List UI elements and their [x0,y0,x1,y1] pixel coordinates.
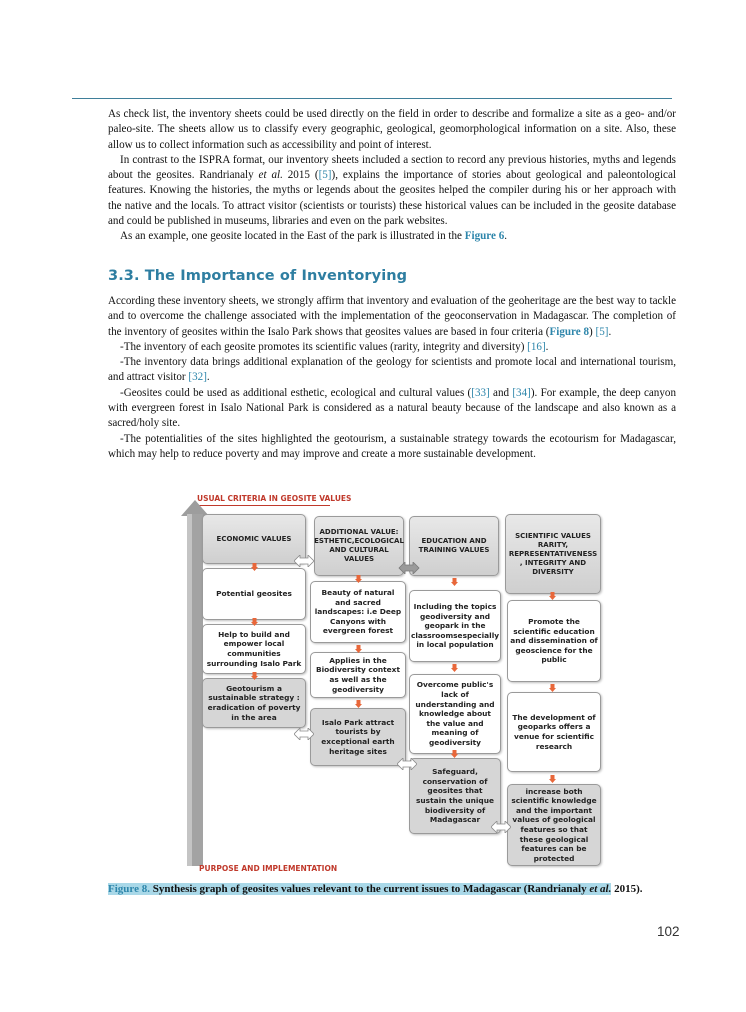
ref-link[interactable]: [16] [527,340,546,353]
double-arrow-icon [397,758,417,770]
down-arrow-icon [451,664,458,672]
paragraph-4: According these inventory sheets, we strongly affirm that inventory and evaluation of the geoheritage are the best way to tackle and to overcome the challenge associated with the implementation of the geoconservation in Madagascar. The completion of the inventory of geosites within the Isalo Park shows that geosites values are based in four criteria (Figure 8) [5]. [108,295,676,338]
col1-box-1: Potential geosites [202,568,306,620]
label-underline [198,505,330,506]
col2-box-1: Beauty of natural and sacred landscapes: i.e Deep Canyons with evergreen forest [310,581,406,643]
double-arrow-icon [294,555,314,567]
paragraph-6: -The inventory data brings additional explanation of the geology for scientists and promote local and international tourism, and attract visitor [32]. [108,356,676,384]
col3-box-1: Including the topics geodiversity and geopark in the classroomsespecially in local population [409,590,501,662]
header-rule [72,98,672,99]
down-arrow-icon [251,618,258,626]
figure-caption: Figure 8. Synthesis graph of geosites values relevant to the current issues to Madagascar (Randrianaly et al. 2015). [108,883,643,895]
education-values-header: EDUCATION AND TRAINING VALUES [409,516,499,576]
paragraph-7: -Geosites could be used as additional esthetic, ecological and cultural values ([33] and [34]). For example, the deep canyon with evergreen forest in Isalo National Park is considered as a natural beauty because of the landscape and also known as a sacred/holy site. [108,386,676,430]
col2-box-3: Isalo Park attract tourists by exceptional earth heritage sites [310,708,406,766]
down-arrow-icon [355,645,362,653]
paragraph-8: -The potentialities of the sites highlighted the geotourism, a sustainable strategy towards the ecotourism for Madagascar, which may help to reduce poverty and may improve and create a more sustainable development. [108,432,676,460]
page-number: 102 [657,924,680,939]
col3-box-3: Safeguard, conservation of geosites that sustain the unique biodiversity of Madagascar [409,758,501,834]
ref-link[interactable]: [32] [188,371,207,384]
col3-box-2: Overcome public's lack of understanding and knowledge about the value and meaning of geodiversity [409,674,501,754]
col4-box-3: increase both scientific knowledge and the important values of geological features so that these geological features can be protected [507,784,601,866]
down-arrow-icon [251,563,258,571]
down-arrow-icon [355,575,362,583]
down-arrow-icon [451,578,458,586]
paragraph-5: -The inventory of each geosite promotes its scientific values (rarity, integrity and diversity) [16]. [120,340,549,353]
down-arrow-icon [549,684,556,692]
paragraph-1: As check list, the inventory sheets could be used directly on the field in order to describe and formalize a site as a geo- and/or paleo-site. The sheets allow us to classify every geographic, geological, geomorphological information on a site. Also, these allow us to collect information such as accessibility and point of interest. [108,108,676,151]
ref-link[interactable]: [5] [595,325,609,338]
col1-box-3: Geotourism a sustainable strategy : eradication of poverty in the area [202,678,306,728]
economic-values-header: ECONOMIC VALUES [202,514,306,564]
down-arrow-icon [355,700,362,708]
down-arrow-icon [251,672,258,680]
col4-box-2: The development of geoparks offers a venue for scientific research [507,692,601,772]
col4-box-1: Promote the scientific education and dissemination of geoscience for the public [507,600,601,682]
caption-label: Figure 8. [108,883,150,895]
section-heading: 3.3. The Importance of Inventorying [108,268,408,284]
down-arrow-icon [549,775,556,783]
figure-link[interactable]: Figure 8 [549,325,590,338]
down-arrow-icon [451,750,458,758]
paragraph-3: As an example, one geosite located in the East of the park is illustrated in the Figure 6. [120,230,508,243]
figure-link[interactable]: Figure 6 [464,230,505,243]
figure-top-label: USUAL CRITERIA IN GEOSITE VALUES [197,494,352,503]
double-arrow-icon [491,821,511,833]
ref-link[interactable]: [34] [512,386,531,399]
double-arrow-icon [397,562,421,574]
ref-link[interactable]: [5] [318,169,332,182]
body-text-top [108,107,676,245]
down-arrow-icon [549,592,556,600]
figure-bottom-label: PURPOSE AND IMPLEMENTATION [199,864,338,873]
ref-link[interactable]: [33] [471,386,490,399]
col2-box-2: Applies in the Biodiversity context as well as the geodiversity [310,652,406,698]
paragraph-2: In contrast to the ISPRA format, our inventory sheets included a section to record any previous histories, myths and legends about the geosites. Randrianaly et al. 2015 ([5]), explains the importance of stories about geological and paleontological features. Knowing the histories, the myths or legends about the geosites helped the compiler during his or her approach with the native and the locals. To attract visitor (scientists or tourists) these historical values can be included in the geosite database and could be published in museums, libraries and even on the park websites. [108,153,676,228]
additional-values-header: ADDITIONAL VALUE: ESTHETIC,ECOLOGICAL AND CULTURAL VALUES [314,516,404,576]
body-text-section [108,294,676,462]
col1-box-2: Help to build and empower local communities surrounding Isalo Park [202,624,306,674]
scientific-values-header: SCIENTIFIC VALUES RARITY, REPRESENTATIVENESS , INTEGRITY AND DIVERSITY [505,514,601,594]
figure-8-diagram [175,492,615,875]
double-arrow-icon [294,728,314,740]
